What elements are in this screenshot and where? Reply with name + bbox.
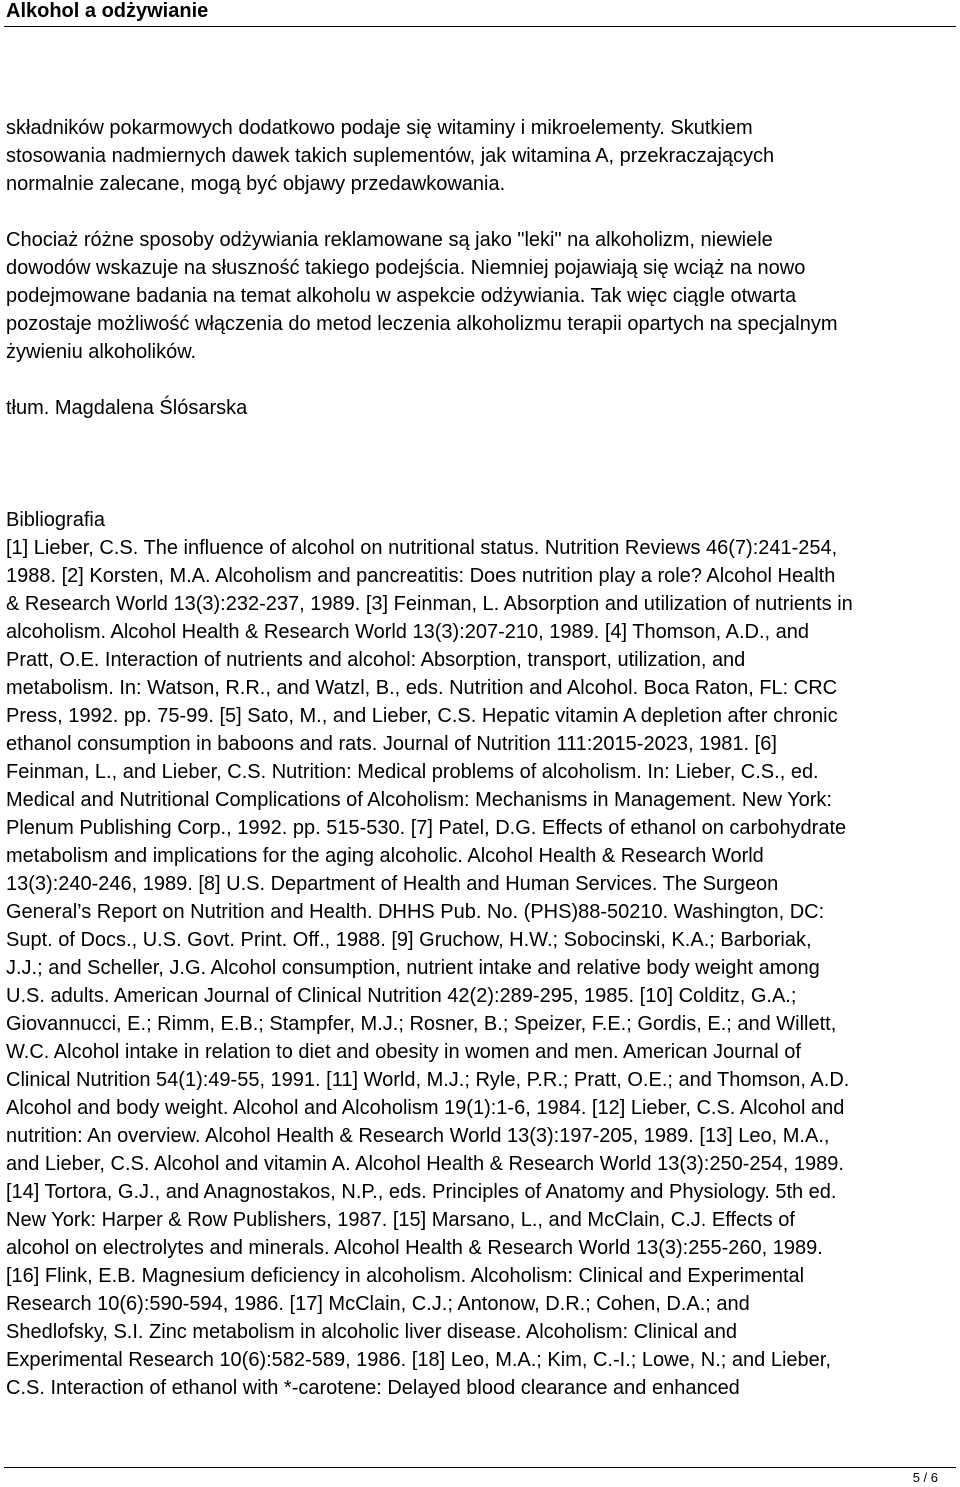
header-divider xyxy=(4,26,956,27)
bibliography-entries: [1] Lieber, C.S. The influence of alcohol on nutritional status. Nutrition Reviews 46(7):241-254, 1988. [2] Korsten, M.A. Alcoholism and pancreatitis: Does nutrition play a role? Alcohol Health & Research World 13(3):232-237, 1989. [3] Feinman, L. Absorption and utilization of nutrients in alcoholism. Alcohol Health & Research World 13(3):207-210, 1989. [4] Thomson, A.D., and Pratt, O.E. Interaction of nutrients and alcohol: Absorption, transport, utilization, and metabolism. In: Watson, R.R., and Watzl, B., eds. Nutrition and Alcohol. Boca Raton, FL: CRC Press, 1992. pp. 75-99. [5] Sato, M., and Lieber, C.S. Hepatic vitamin A depletion after chronic ethanol consumption in baboons and rats. Journal of Nutrition 111:2015-2023, 1981. [6] Feinman, L., and Lieber, C.S. Nutrition: Medical problems of alcoholism. In: Lieber, C.S., ed. Medical and Nutritional Complications of Alcoholism: Mechanisms in Management. New York: Plenum Publishing Corp., 1992. pp. 515-530. [7] Patel, D.G. Effects of ethanol on carbohydrate metabolism and implications for the aging alcoholic. Alcohol Health & Research World 13(3):240-246, 1989. [8] U.S. Department of Health and Human Services. The Surgeon General’s Report on Nutrition and Health. DHHS Pub. No. (PHS)88-50210. Washington, DC: Supt. of Docs., U.S. Govt. Print. Off., 1988. [9] Gruchow, H.W.; Sobocinski, K.A.; Barboriak, J.J.; and Scheller, J.G. Alcohol consumption, nutrient intake and relative body weight among U.S. adults. American Journal of Clinical Nutrition 42(2):289-295, 1985. [10] Colditz, G.A.; Giovannucci, E.; Rimm, E.B.; Stampfer, M.J.; Rosner, B.; Speizer, F.E.; Gordis, E.; and Willett, W.C. Alcohol intake in relation to diet and obesity in women and men. American Journal of Clinical Nutrition 54(1):49-55, 1991. [11] World, M.J.; Ryle, P.R.; Pratt, O.E.; and Thomson, A.D. Alcohol and body weight. Alcohol and Alcoholism 19(1):1-6, 1984. [12] Lieber, C.S. Alcohol and nutrition: An overview. Alcohol Health & Research World 13(3):197-205, 1989. [13] Leo, M.A., and Lieber, C.S. Alcohol and vitamin A. Alcohol Health & Research World 13(3):250-254, 1989. [14] Tortora, G.J., and Anagnostakos, N.P., eds. Principles of Anatomy and Physiology. 5th ed. New York: Harper & Row Publishers, 1987. [15] Marsano, L., and McClain, C.J. Effects of alcohol on electrolytes and minerals. Alcohol Health & Research World 13(3):255-260, 1989. [16] Flink, E.B. Magnesium deficiency in alcoholism. Alcoholism: Clinical and Experimental Research 10(6):590-594, 1986. [17] McClain, C.J.; Antonow, D.R.; Cohen, D.A.; and Shedlofsky, S.I. Zinc metabolism in alcoholic liver disease. Alcoholism: Clinical and Experimental Research 10(6):582-589, 1986. [18] Leo, M.A.; Kim, C.-I.; Lowe, N.; and Lieber, C.S. Interaction of ethanol with *-carotene: Delayed blood clearance and enhanced xyxy=(6,537,853,1399)
paragraph-treatment: Chociaż różne sposoby odżywiania reklamowane są jako "leki" na alkoholizm, niewiele dowodów wskazuje na słuszność takiego podejścia. Niemniej pojawiają się wciąż na nowo podejmowane badania na temat alkoholu w aspekcie odżywiania. Tak więc ciągle otwarta pozostaje możliwość włączenia do metod leczenia alkoholizmu terapii opartych na specjalnym żywieniu alkoholików. xyxy=(6,229,838,363)
bibliography-heading: Bibliografia xyxy=(6,509,105,531)
document-title: Alkohol a odżywianie xyxy=(6,0,209,22)
paragraph-supplements: składników pokarmowych dodatkowo podaje się witaminy i mikroelementy. Skutkiem stosowania nadmiernych dawek takich suplementów, jak witamina A, przekraczających normalnie zalecane, mogą być objawy przedawkowania. xyxy=(6,117,775,195)
page-number: 5 / 6 xyxy=(912,1470,938,1485)
footer-divider xyxy=(4,1467,956,1468)
translator-credit: tłum. Magdalena Ślósarska xyxy=(6,397,248,419)
